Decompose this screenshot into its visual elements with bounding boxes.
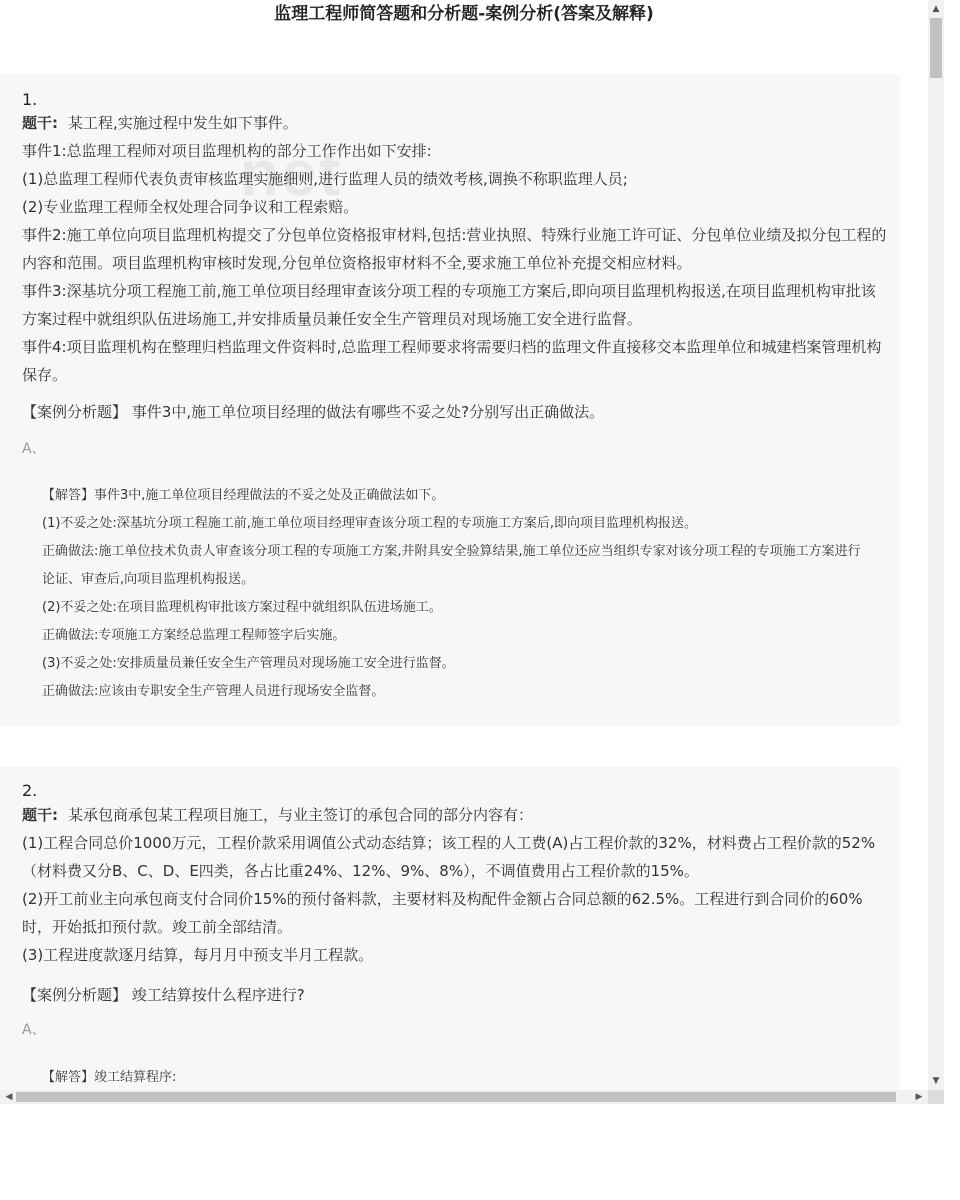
scroll-up-arrow-icon[interactable]: ▲: [932, 4, 940, 14]
question-type-label: 【案例分析题】: [22, 403, 128, 421]
question-prompt: [22, 401, 890, 423]
question-text: 竣工结算按什么程序进行?: [131, 986, 305, 1004]
question-card-2: [0, 767, 900, 1090]
question-stem: [22, 801, 890, 969]
vertical-scroll-thumb[interactable]: [930, 18, 942, 78]
answer-line: 【解答】事件3中,施工单位项目经理做法的不妥之处及正确做法如下。: [42, 488, 445, 503]
answer-line: 正确做法:专项施工方案经总监理工程师签字后实施。: [42, 628, 346, 643]
stem-line: (2)开工前业主向承包商支付合同价15%的预付备料款，主要材料及构配件金额占合同总额的62.5%。工程进行到合同价的60%时，开始抵扣预付款。竣工前全部结清。: [22, 890, 863, 936]
answer-line: (3)不妥之处:安排质量员兼任安全生产管理员对现场施工安全进行监督。: [42, 656, 455, 671]
stem-label: 题干:: [22, 806, 58, 824]
answer-line: (1)不妥之处:深基坑分项工程施工前,施工单位项目经理审查该分项工程的专项施工方案后,即向项目监理机构报送。: [42, 516, 698, 531]
watermark: net: [240, 137, 342, 209]
question-text: 事件3中,施工单位项目经理的做法有哪些不妥之处?分别写出正确做法。: [131, 403, 605, 421]
horizontal-scrollbar[interactable]: [0, 1090, 928, 1104]
horizontal-scroll-thumb[interactable]: [16, 1092, 896, 1102]
answer-line: 正确做法:应该由专职安全生产管理人员进行现场安全监督。: [42, 684, 385, 699]
stem-line: 事件3:深基坑分项工程施工前,施工单位项目经理审查该分项工程的专项施工方案后,即向项目监理机构报送,在项目监理机构审批该方案过程中就组织队伍进场施工,并安排质量员兼任安全生产管理员对现场施工安全进行监督。: [22, 282, 876, 328]
question-number: 1.: [22, 90, 38, 109]
answer-line: 正确做法:施工单位技术负责人审查该分项工程的专项施工方案,并附具安全验算结果,施工单位还应当组织专家对该分项工程的专项施工方案进行论证、审查后,向项目监理机构报送。: [42, 544, 861, 587]
question-type-label: 【案例分析题】: [22, 986, 128, 1004]
stem-text: 某工程,实施过程中发生如下事件。: [68, 114, 298, 132]
answer-line: (2)不妥之处:在项目监理机构审批该方案过程中就组织队伍进场施工。: [42, 600, 442, 615]
vertical-scrollbar[interactable]: [928, 0, 944, 1090]
scrollbar-corner: [928, 1090, 944, 1104]
question-stem: [22, 109, 890, 389]
stem-line: 事件1:总监理工程师对项目监理机构的部分工作作出如下安排:: [22, 142, 432, 160]
answer-block: [42, 1064, 872, 1090]
scroll-down-arrow-icon[interactable]: ▼: [932, 1076, 940, 1086]
question-number: 2.: [22, 781, 38, 800]
option-a[interactable]: A、: [22, 441, 46, 457]
stem-line: (1)总监理工程师代表负责审核监理实施细则,进行监理人员的绩效考核,调换不称职监理人员;: [22, 170, 628, 188]
page-title: 监理工程师简答题和分析题-案例分析(答案及解释): [274, 4, 654, 24]
stem-label: 题干:: [22, 114, 58, 132]
answer-block: [42, 482, 872, 706]
stem-text: 某承包商承包某工程项目施工，与业主签订的承包合同的部分内容有：: [68, 806, 534, 824]
stem-line: (3)工程进度款逐月结算，每月月中预支半月工程款。: [22, 946, 374, 964]
option-a[interactable]: A、: [22, 1022, 46, 1038]
scroll-right-arrow-icon[interactable]: ▶: [915, 1092, 923, 1102]
stem-line: 事件2:施工单位向项目监理机构提交了分包单位资格报审材料,包括:营业执照、特殊行业施工许可证、分包单位业绩及拟分包工程的内容和范围。项目监理机构审核时发现,分包单位资格报审材料不全,要求施工单位补充提交相应材料。: [22, 226, 887, 272]
answer-line: 【解答】竣工结算程序:: [42, 1070, 177, 1085]
stem-line: 事件4:项目监理机构在整理归档监理文件资料时,总监理工程师要求将需要归档的监理文件直接移交本监理单位和城建档案管理机构保存。: [22, 338, 882, 384]
scroll-left-arrow-icon[interactable]: ◀: [5, 1092, 13, 1102]
stem-line: (1)工程合同总价1000万元，工程价款采用调值公式动态结算；该工程的人工费(A)占工程价款的32%，材料费占工程价款的52% （材料费又分B、C、D、E四类，各占比重24%、12%、9%、8%），不调值费用占工程价款的15%。: [22, 834, 876, 880]
stem-line: (2)专业监理工程师全权处理合同争议和工程索赔。: [22, 198, 359, 216]
question-card-1: [0, 74, 900, 726]
question-prompt: [22, 984, 890, 1006]
